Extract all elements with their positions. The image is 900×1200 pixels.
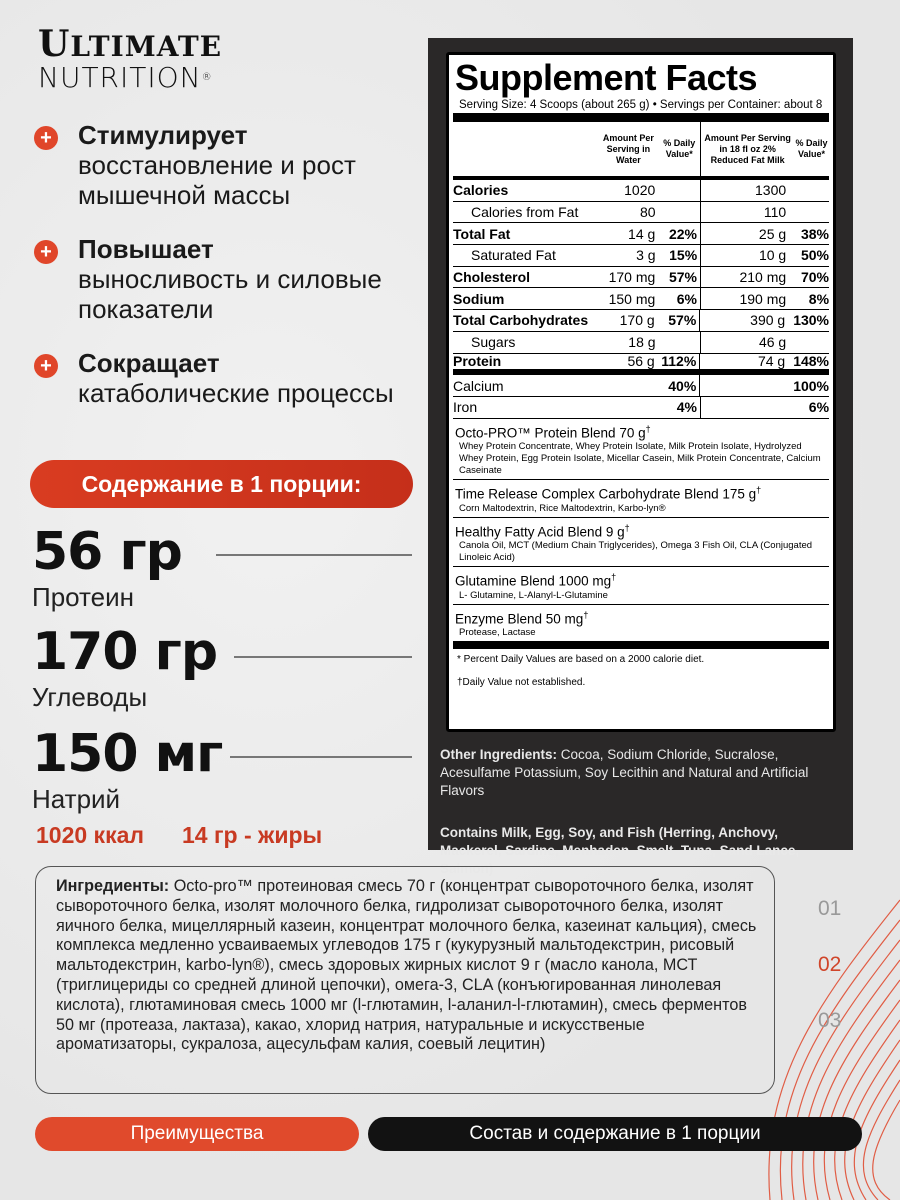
sf-header-milk: Amount Per Serving in 18 fl oz 2% Reduced Fat Milk bbox=[704, 132, 791, 165]
divider bbox=[216, 554, 412, 556]
benefit-text: выносливость и силовые показатели bbox=[78, 264, 382, 324]
sf-cell-v1: 56 g bbox=[627, 353, 655, 370]
sf-row bbox=[453, 397, 829, 419]
sf-cell-name: Iron bbox=[453, 399, 478, 416]
plus-icon: + bbox=[34, 354, 58, 378]
pager-item-2[interactable]: 02 bbox=[818, 953, 842, 976]
sf-cell-d1: 6% bbox=[658, 288, 701, 309]
sf-row bbox=[453, 267, 829, 289]
sf-blends bbox=[449, 419, 833, 650]
sf-cell-v2: 74 g bbox=[757, 353, 786, 370]
sf-cell-v2: 46 g bbox=[758, 334, 787, 351]
pager-item-3[interactable]: 03 bbox=[818, 1009, 842, 1032]
sf-cell-d1: 4% bbox=[658, 397, 701, 418]
allergen-contains: Contains Milk, Egg, Soy, and Fish (Herring, Anchovy, Mackerel, Sardine, Menhaden, Smelt, Tuna, Sand Lance, Salmon) bbox=[440, 825, 800, 876]
sf-blend-name: Healthy Fatty Acid Blend 9 g† bbox=[455, 522, 630, 540]
sf-cell-d1 bbox=[659, 202, 702, 223]
sf-cell-v2: 25 g bbox=[758, 225, 787, 242]
sf-blend-desc: Whey Protein Concentrate, Whey Protein Isolate, Milk Protein Isolate, Hydrolyzed Whey Protein, Egg Protein Isolate, Micellar Casein, Milk Protein Concentrate, Calcium Caseinate bbox=[459, 441, 821, 477]
sf-cell-v1: 14 g bbox=[628, 225, 656, 242]
sf-cell-d2: 100% bbox=[793, 377, 830, 394]
sf-blend-name: Time Release Complex Carbohydrate Blend 175 g† bbox=[455, 485, 762, 502]
sf-cell-v1: 1020 bbox=[624, 182, 656, 199]
benefit-title: Стимулирует bbox=[78, 120, 248, 150]
sf-row bbox=[453, 310, 829, 332]
sf-cell-name: Protein bbox=[453, 353, 502, 370]
plus-icon: + bbox=[34, 240, 58, 264]
sf-cell-v1: 80 bbox=[639, 204, 656, 221]
benefit-item bbox=[34, 120, 424, 210]
per-serving-badge: Содержание в 1 порции: bbox=[30, 460, 413, 508]
sf-blend-desc: Corn Maltodextrin, Rice Maltodextrin, Karbo-lyn® bbox=[459, 502, 666, 514]
sf-cell-d2: 6% bbox=[808, 399, 830, 416]
sf-cell-d2: 70% bbox=[800, 269, 830, 286]
sf-cell-v1: 150 mg bbox=[608, 290, 656, 307]
sf-row bbox=[453, 202, 829, 224]
extra-stats bbox=[36, 822, 360, 849]
supplement-facts-label bbox=[446, 52, 836, 732]
sf-cell-d1 bbox=[658, 180, 701, 201]
divider bbox=[230, 756, 412, 758]
sf-header-water: Amount Per Serving in Water bbox=[602, 132, 654, 165]
plus-icon: + bbox=[34, 126, 58, 150]
sf-note-dv: * Percent Daily Values are based on a 2000 calorie diet. bbox=[457, 654, 705, 666]
sf-blend bbox=[453, 567, 829, 605]
benefits-list bbox=[34, 120, 424, 432]
sf-cell-d1: 40% bbox=[658, 375, 701, 396]
advantages-button[interactable]: Преимущества bbox=[35, 1117, 359, 1151]
divider bbox=[234, 656, 412, 658]
sf-cell-d2: 8% bbox=[808, 290, 830, 307]
benefit-text: катаболические процессы bbox=[78, 378, 394, 408]
stat-label: Натрий bbox=[32, 784, 121, 814]
benefit-item bbox=[34, 348, 424, 408]
sf-cell-v2: 10 g bbox=[758, 247, 787, 264]
stat-carbs bbox=[32, 622, 412, 712]
sf-cell-v2: 210 mg bbox=[739, 269, 787, 286]
sf-cell-v2: 390 g bbox=[750, 312, 786, 329]
sf-cell-d1: 22% bbox=[658, 223, 701, 244]
sf-cell-d2: 50% bbox=[800, 247, 829, 264]
sf-cell-v1: 3 g bbox=[636, 247, 656, 264]
benefit-title: Повышает bbox=[78, 234, 214, 264]
stat-protein bbox=[32, 522, 412, 612]
benefit-title: Сокращает bbox=[78, 348, 220, 378]
fat-value: 14 гр - жиры bbox=[181, 822, 323, 848]
sf-row bbox=[453, 245, 829, 267]
sf-note-dagger: †Daily Value not established. bbox=[457, 677, 586, 689]
stat-value: 150 мг bbox=[32, 724, 223, 784]
pager-item-1[interactable]: 01 bbox=[818, 897, 842, 920]
sf-blend-name: Enzyme Blend 50 mg† bbox=[455, 609, 589, 627]
sf-cell-d1: 112% bbox=[658, 354, 701, 370]
supplement-facts-panel bbox=[428, 38, 853, 876]
stat-sodium bbox=[32, 724, 412, 814]
stat-label: Протеин bbox=[32, 582, 134, 612]
sf-cell-d1: 57% bbox=[658, 267, 701, 288]
brand-line2: NUTRITION® bbox=[38, 61, 213, 94]
benefit-text: восстановление и рост мышечной массы bbox=[78, 150, 356, 210]
sf-blend-name: Octo-PRO™ Protein Blend 70 g† bbox=[455, 423, 651, 441]
sf-rows bbox=[453, 180, 829, 419]
kcal-value: 1020 ккал bbox=[36, 822, 144, 848]
sf-cell-name: Sodium bbox=[453, 290, 505, 307]
sf-blend-name: Glutamine Blend 1000 mg† bbox=[455, 572, 617, 589]
sf-cell-d1: 57% bbox=[658, 310, 701, 331]
sf-blend bbox=[453, 419, 829, 481]
ingredients-box bbox=[35, 866, 775, 1094]
sf-blend bbox=[453, 480, 829, 518]
sf-cell-d1 bbox=[659, 332, 702, 353]
sf-blend-desc: Canola Oil, MCT (Medium Chain Triglycerides), Omega 3 Fish Oil, CLA (Conjugated Linoleic Acid) bbox=[459, 540, 813, 564]
sf-cell-v2: 110 bbox=[763, 204, 787, 221]
sf-header-dv: % Daily Value* bbox=[663, 138, 696, 159]
sf-row bbox=[453, 354, 829, 376]
sf-blend bbox=[453, 605, 829, 650]
sf-row bbox=[453, 223, 829, 245]
sf-cell-d2: 38% bbox=[800, 225, 830, 242]
brand-line1: ULTIMATE bbox=[38, 23, 223, 65]
stat-label: Углеводы bbox=[32, 682, 148, 712]
ingredients-label: Ингредиенты: bbox=[56, 877, 170, 895]
sf-row bbox=[453, 288, 829, 310]
sf-blend-desc: L- Glutamine, L-Alanyl-L-Glutamine bbox=[459, 589, 608, 601]
sf-cell-name: Cholesterol bbox=[453, 269, 531, 286]
sf-header-dv2: % Daily Value* bbox=[795, 138, 828, 159]
sf-cell-v2: 190 mg bbox=[739, 290, 787, 307]
stat-value: 56 гр bbox=[32, 522, 182, 582]
ingredients-text: Octo-pro™ протеиновая смесь 70 г (концентрат сывороточного белка, изолят сывороточного белка, изолят молочного белка, гидролизат сывороточного белка, изолят яичного белка, мицеллярный казеин, концентрат молочного белка, казеинат кальция), смесь комплекса медленно усваиваемых углеводов 175 г (кукурузный мальтодекстрин, рисовый мальтодекстрин, karbo-lyn®), смесь здоровых жирных кислот 9 г (масло канола, МСТ (триглицериды со средней длиной цепочки), омега-3, CLA (конъюгированная линолевая кислота), глютаминовая смесь 1000 мг (l-глютамин, l-аланил-l-глютамин), смесь ферментов 50 мг (протеаза, лактаза), какао, хлорид натрия, натуральные и искусственые ароматизаторы, сукралоза, ацесульфам калия, соевый лецитин) bbox=[56, 877, 757, 1054]
sf-row bbox=[453, 375, 829, 397]
brand-logo bbox=[38, 23, 278, 94]
sf-cell-name: Total Carbohydrates bbox=[453, 312, 589, 329]
sf-row bbox=[453, 180, 829, 202]
sf-cell-name: Calories bbox=[453, 182, 509, 199]
sf-cell-name: Calories from Fat bbox=[471, 204, 579, 221]
stat-value: 170 гр bbox=[32, 622, 218, 682]
sf-header bbox=[453, 122, 829, 180]
composition-button[interactable]: Состав и содержание в 1 порции bbox=[368, 1117, 862, 1151]
sf-cell-d2: 148% bbox=[793, 353, 830, 370]
sf-cell-name: Saturated Fat bbox=[471, 247, 556, 264]
sf-cell-v1: 170 g bbox=[619, 312, 655, 329]
sf-cell-v1: 18 g bbox=[628, 334, 656, 351]
sf-title: Supplement Facts bbox=[455, 57, 758, 98]
sf-cell-v1: 170 mg bbox=[608, 269, 656, 286]
other-ingredients: Other Ingredients: Cocoa, Sodium Chloride, Sucralose, Acesulfame Potassium, Soy Lecithin and Natural and Artificial Flavors bbox=[440, 747, 809, 798]
sf-cell-v2: 1300 bbox=[755, 182, 787, 199]
sf-cell-d2: 130% bbox=[793, 312, 830, 329]
sf-row bbox=[453, 332, 829, 354]
sf-blend-desc: Protease, Lactase bbox=[459, 627, 536, 639]
sf-cell-d1: 15% bbox=[659, 245, 702, 266]
sf-cell-name: Sugars bbox=[471, 334, 516, 351]
benefit-item bbox=[34, 234, 424, 324]
sf-cell-name: Total Fat bbox=[453, 225, 511, 242]
sf-blend bbox=[453, 518, 829, 568]
sf-serving: Serving Size: 4 Scoops (about 265 g) • Servings per Container: about 8 bbox=[453, 99, 829, 122]
sf-cell-name: Calcium bbox=[453, 377, 504, 394]
